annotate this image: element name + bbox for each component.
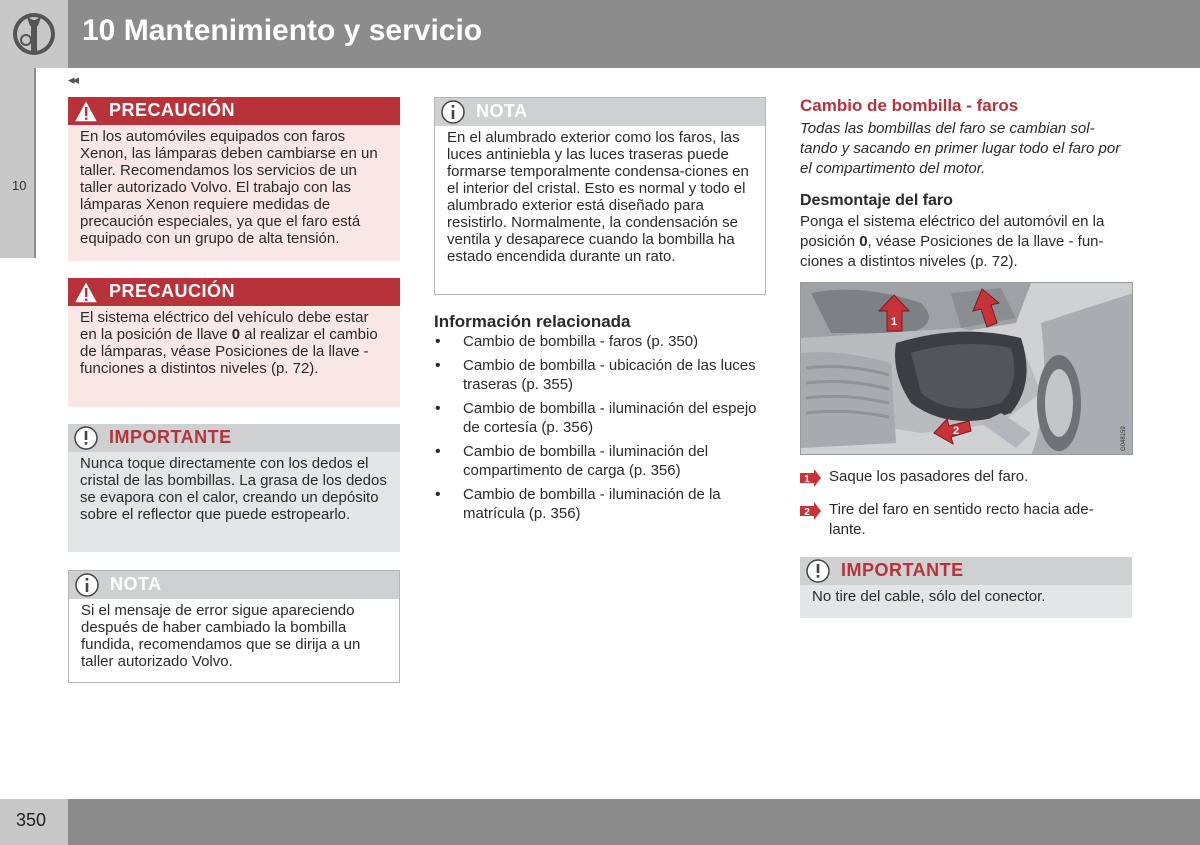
instruction-part: Ponga el sistema eléctrico del automóvil en la posición: [800, 213, 1105, 250]
related-link[interactable]: • Cambio de bombilla - iluminación del espejo de cortesía (p. 356): [434, 399, 764, 437]
caution-text-part: al realizar el cambio de lámparas, véase Posiciones de la llave - funciones a distintos niveles (p. 72).: [80, 326, 378, 377]
step-item: [800, 467, 1132, 489]
step-text: Saque los pasadores del faro.: [829, 468, 1029, 485]
important-box-bulb: [68, 424, 400, 552]
related-link[interactable]: • Cambio de bombilla - faros (p. 350): [434, 332, 764, 351]
step-number: 1: [804, 474, 810, 485]
note-header: [435, 98, 765, 126]
note-text: Si el mensaje de error sigue apareciendo después de haber cambiado la bombilla fundida, recomendamos que se dirija a un taller autorizado Volvo.: [81, 602, 361, 670]
note-text: En el alumbrado exterior como los faros, las luces antiniebla y las luces traseras puede formarse temporalmente condensa-ciones en el interior del cristal. Esto es normal y todo el alumbrado exterior está diseñado para resistirlo. Normalmente, la condensación se ventila y desaparece cuando la bombilla ha estado encendida durante un rato.: [447, 129, 749, 265]
step-number-icon: [800, 502, 821, 520]
important-title: IMPORTANTE: [841, 560, 964, 580]
headlight-illustration: [800, 282, 1133, 455]
caution-title: PRECAUCIÓN: [109, 100, 236, 120]
caution-text-part: El sistema eléctrico del vehículo debe estar en la posición de llave: [80, 309, 369, 343]
related-info-title: Información relacionada: [434, 312, 631, 331]
important-header: [68, 424, 400, 452]
note-title: NOTA: [110, 574, 162, 594]
instruction-part: , véase Posiciones de la llave - fun-ciones a distintos niveles (p. 72).: [800, 233, 1104, 270]
chapter-icon-box: [0, 0, 68, 68]
exclamation-circle-icon: [805, 558, 831, 584]
warning-triangle-icon: [73, 98, 99, 124]
info-circle-icon: [74, 572, 100, 598]
important-title: IMPORTANTE: [109, 427, 232, 447]
caution-header: [68, 278, 400, 306]
important-box-cable: [800, 557, 1132, 618]
chapter-tab-divider: [34, 68, 36, 258]
note-box-condensation: [434, 97, 766, 295]
key-position-value: 0: [231, 326, 241, 343]
note-box-error: [68, 570, 400, 683]
step-number-icon: [800, 469, 821, 487]
chapter-title: 10 Mantenimiento y servicio: [82, 14, 483, 47]
subsection-title: Desmontaje del faro: [800, 192, 953, 209]
caution-box-xenon: [68, 97, 400, 261]
section-intro: Todas las bombillas del faro se cambian sol-tando y sacando en primer lugar todo el faro por el compartimento del motor.: [800, 120, 1121, 177]
caution-box-key: [68, 278, 400, 407]
wrench-gear-icon: [0, 0, 68, 68]
important-text: Nunca toque directamente con los dedos el cristal de las bombillas. La grasa de los dedos se evapora con el calor, creando un depósito sobre el reflector que puede estropearlo.: [80, 455, 387, 523]
footer-bar: [0, 799, 1200, 845]
section-title: Cambio de bombilla - faros: [800, 96, 1019, 115]
page-number: 350: [16, 810, 47, 830]
info-circle-icon: [440, 99, 466, 125]
caution-header: [68, 97, 400, 125]
important-header: [800, 557, 1132, 585]
chapter-side-tab[interactable]: [0, 68, 34, 258]
related-link[interactable]: • Cambio de bombilla - iluminación del compartimento de carga (p. 356): [434, 442, 764, 480]
back-nav-icon[interactable]: ◂◂: [68, 72, 78, 87]
related-link[interactable]: • Cambio de bombilla - ubicación de las luces traseras (p. 355): [434, 356, 764, 394]
caution-text: [68, 306, 400, 385]
marker-1-label: 1: [890, 316, 898, 328]
removal-instructions: [800, 212, 1132, 272]
related-links-list: [434, 332, 764, 528]
caution-title: PRECAUCIÓN: [109, 281, 236, 301]
step-text: Tire del faro en sentido recto hacia ade-lante.: [829, 501, 1094, 538]
key-position-value: 0: [859, 233, 868, 250]
important-text: No tire del cable, sólo del conector.: [812, 588, 1046, 605]
marker-2-label: 2: [952, 425, 960, 437]
related-link[interactable]: • Cambio de bombilla - iluminación de la matrícula (p. 356): [434, 485, 764, 523]
note-title: NOTA: [476, 101, 528, 121]
figure-code: G048159: [1121, 426, 1127, 451]
chapter-number: 10: [12, 178, 27, 193]
headlight-drawing: [801, 283, 1133, 455]
step-number: 2: [804, 507, 810, 518]
note-header: [69, 571, 399, 599]
step-item: [800, 500, 1132, 542]
warning-triangle-icon: [73, 279, 99, 305]
caution-text: En los automóviles equipados con faros Xenon, las lámparas deben cambiarse en un taller. Recomendamos los servicios de un taller autorizado Volvo. El trabajo con las lámparas Xenon requiere medidas de precaución especiales, ya que el faro está equipado con un grupo de alta tensión.: [80, 128, 378, 247]
exclamation-circle-icon: [73, 425, 99, 451]
